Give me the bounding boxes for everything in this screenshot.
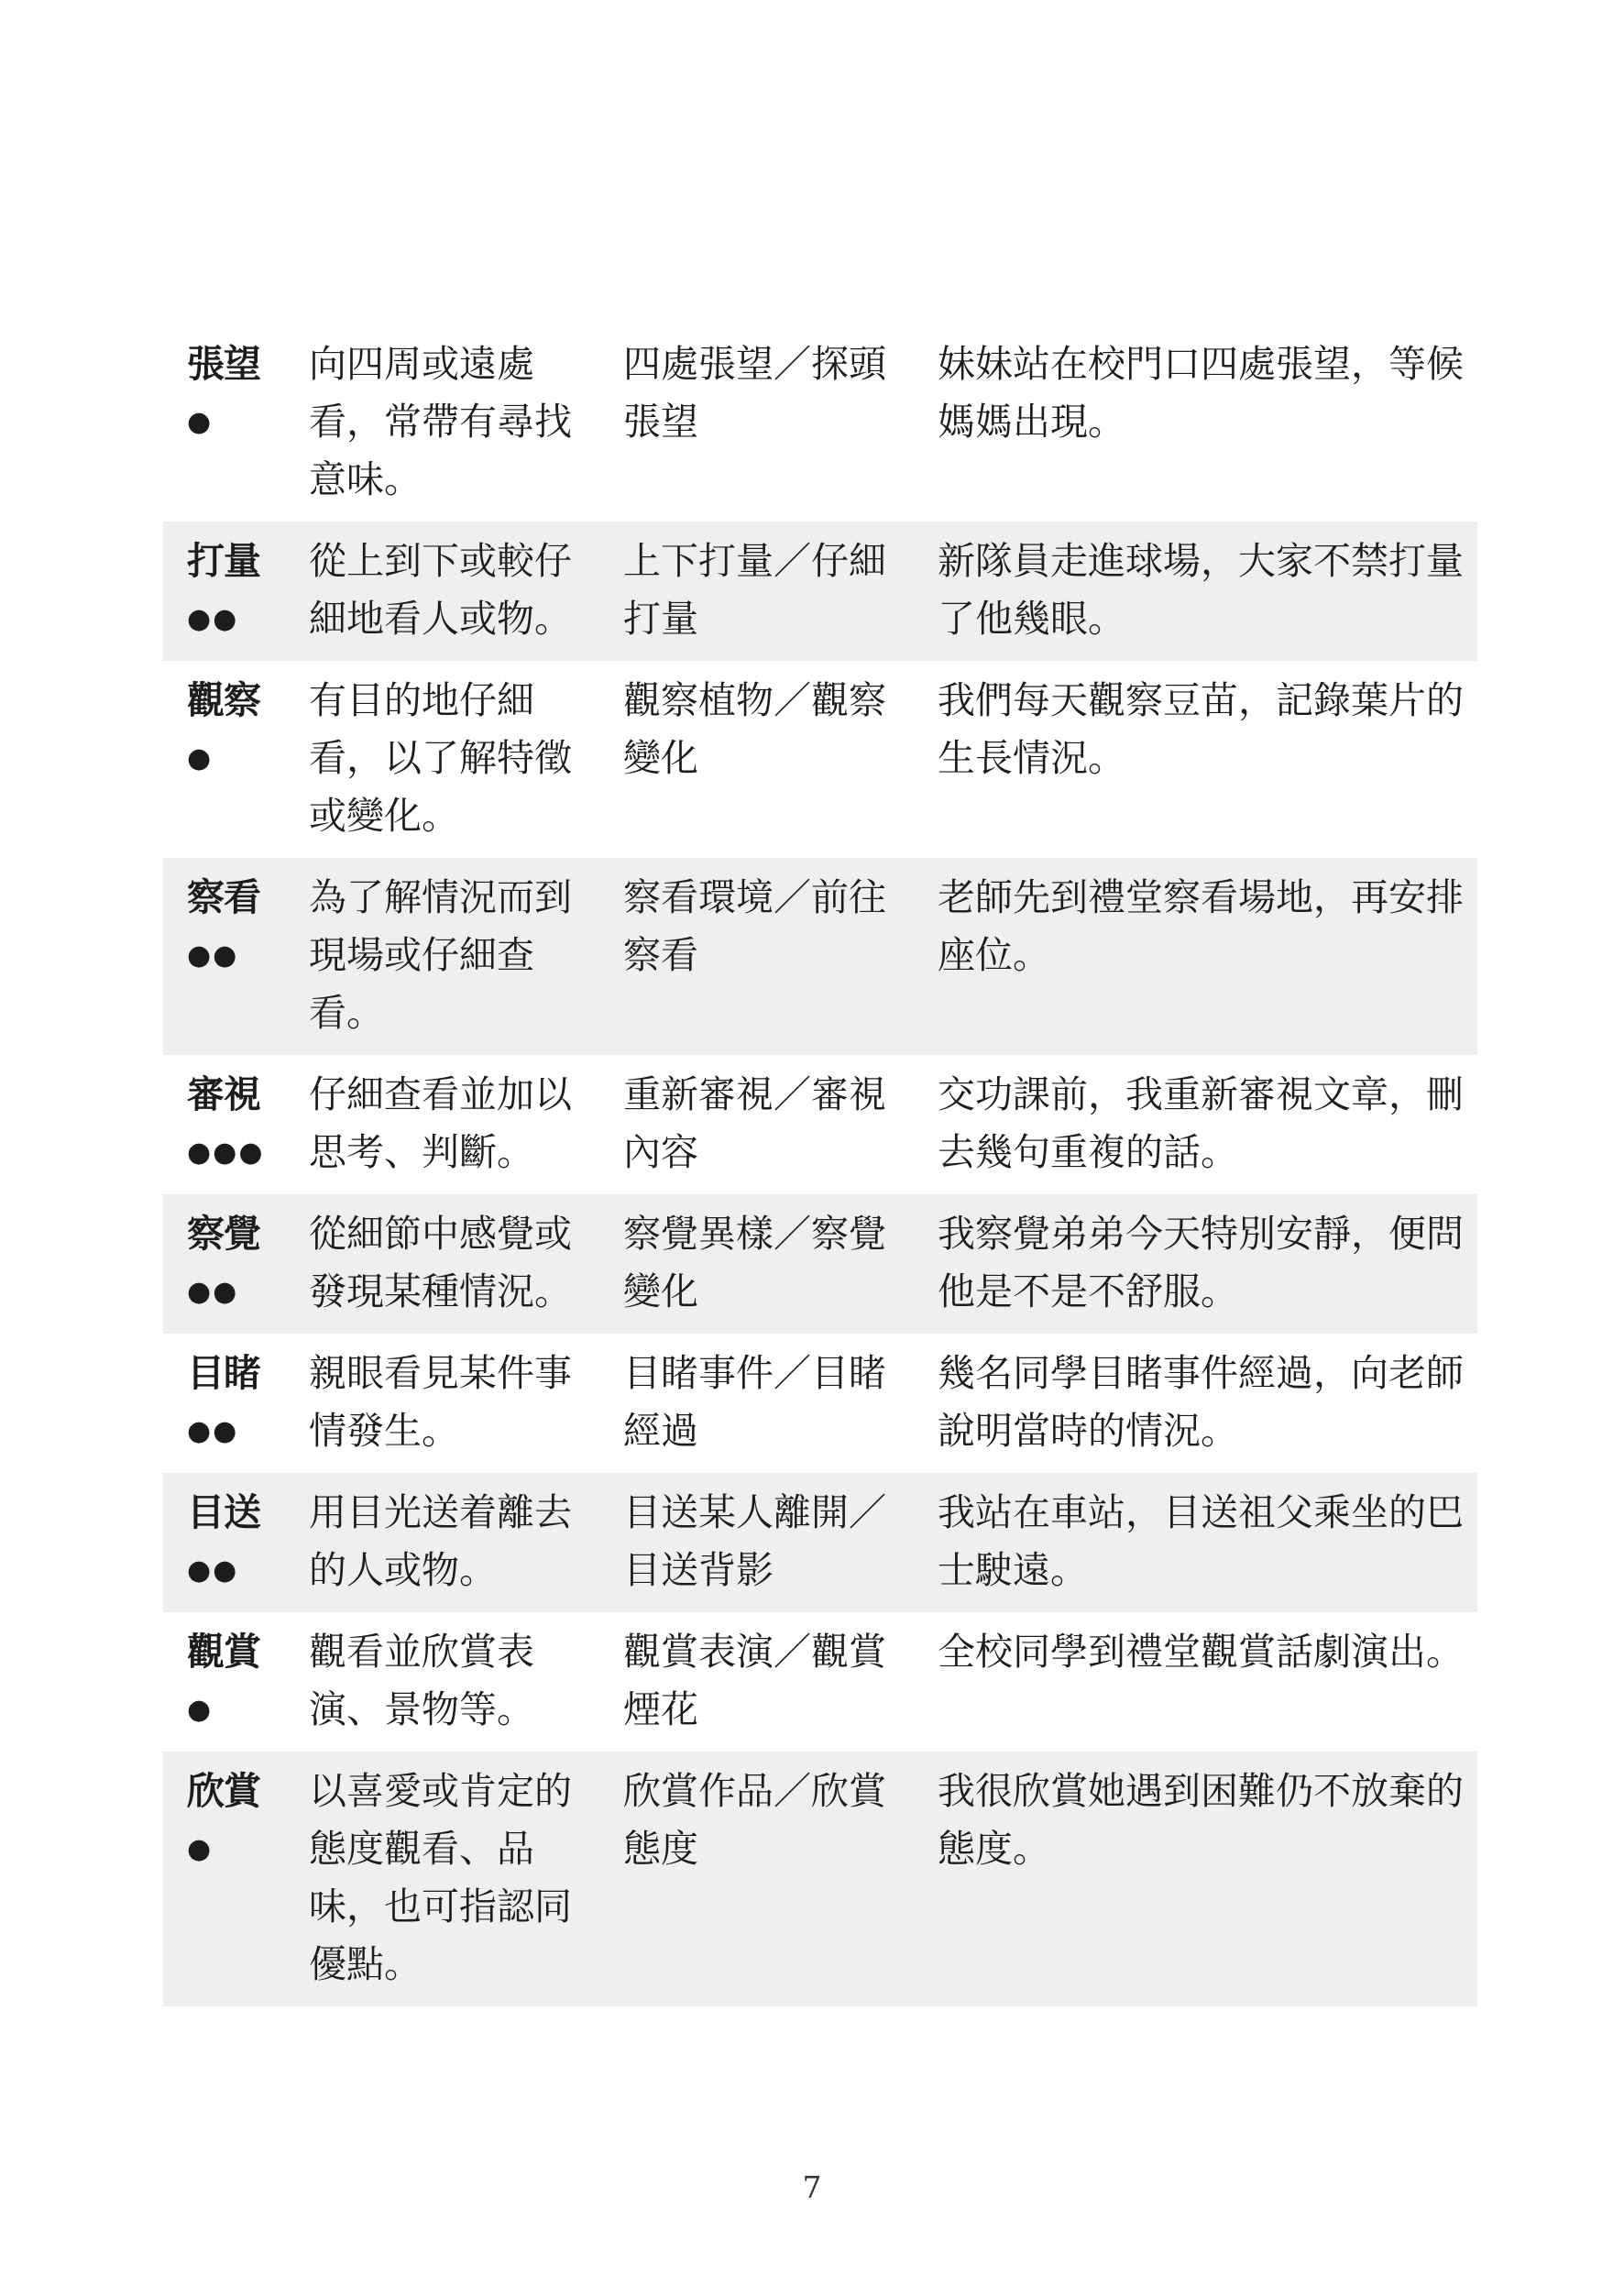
- definition-cell: 從上到下或較仔細地看人或物。: [309, 539, 572, 641]
- collocation-cell: 重新審視／審視內容: [623, 1072, 886, 1174]
- term-cell: [163, 869, 287, 1042]
- term-word: 觀察: [187, 678, 260, 722]
- term-cell: [163, 1763, 287, 1994]
- example-cell: 交功課前，我重新審視文章，刪去幾句重複的話。: [938, 1072, 1464, 1174]
- term-word: 欣賞: [187, 1769, 260, 1813]
- difficulty-level: ●: [187, 742, 214, 774]
- definition-cell: 向四周或遠處看，常帶有尋找意味。: [309, 342, 572, 501]
- vocab-row: [163, 858, 1477, 1055]
- term-cell: [163, 533, 287, 648]
- example-cell: 我站在車站，目送祖父乘坐的巴士駛遠。: [938, 1490, 1464, 1592]
- vocab-row: [163, 522, 1477, 661]
- definition-cell: 有目的地仔細看，以了解特徵或變化。: [309, 678, 572, 838]
- difficulty-level: ●●: [187, 603, 239, 635]
- term-cell: [163, 672, 287, 845]
- term-cell: [163, 1623, 287, 1739]
- term-word: 打量: [187, 539, 260, 583]
- vocab-row: [163, 324, 1477, 522]
- term-word: 察看: [187, 875, 260, 919]
- definition-cell: 從細節中感覺或發現某種情況。: [309, 1212, 572, 1313]
- term-cell: [163, 1205, 287, 1321]
- definition-cell: 用目光送着離去的人或物。: [309, 1490, 572, 1592]
- difficulty-level: ●: [187, 406, 214, 438]
- term-cell: [163, 1484, 287, 1599]
- vocab-row: [163, 1194, 1477, 1334]
- difficulty-level: ●●: [187, 1276, 239, 1308]
- example-cell: 新隊員走進球場，大家不禁打量了他幾眼。: [938, 539, 1464, 641]
- page-number: 7: [802, 2170, 822, 2205]
- example-cell: 幾名同學目睹事件經過，向老師說明當時的情況。: [938, 1351, 1464, 1453]
- vocabulary-table: [163, 324, 1477, 2006]
- difficulty-level: ●: [187, 1694, 214, 1726]
- collocation-cell: 目送某人離開／目送背影: [623, 1490, 886, 1592]
- collocation-cell: 觀賞表演／觀賞煙花: [623, 1630, 886, 1731]
- vocab-row: [163, 1752, 1477, 2006]
- difficulty-level: ●●: [187, 1554, 239, 1587]
- definition-cell: 以喜愛或肯定的態度觀看、品味，也可指認同優點。: [309, 1769, 572, 1986]
- collocation-cell: 察覺異樣／察覺變化: [623, 1212, 886, 1313]
- collocation-cell: 目睹事件／目睹經過: [623, 1351, 886, 1453]
- vocab-row: [163, 1334, 1477, 1473]
- term-cell: [163, 335, 287, 509]
- vocab-row: [163, 661, 1477, 858]
- collocation-cell: 四處張望／探頭張望: [623, 342, 886, 444]
- example-cell: 老師先到禮堂察看場地，再安排座位。: [938, 875, 1464, 977]
- example-cell: 妹妹站在校門口四處張望，等候媽媽出現。: [938, 342, 1464, 444]
- term-word: 目送: [187, 1490, 260, 1534]
- term-word: 張望: [187, 342, 260, 386]
- difficulty-level: ●●●: [187, 1137, 265, 1169]
- collocation-cell: 欣賞作品／欣賞態度: [623, 1769, 886, 1871]
- collocation-cell: 觀察植物／觀察變化: [623, 678, 886, 780]
- term-cell: [163, 1066, 287, 1181]
- example-cell: 我察覺弟弟今天特別安靜，便問他是不是不舒服。: [938, 1212, 1464, 1313]
- vocab-row: [163, 1473, 1477, 1612]
- definition-cell: 觀看並欣賞表演、景物等。: [309, 1630, 534, 1731]
- collocation-cell: 上下打量／仔細打量: [623, 539, 886, 641]
- difficulty-level: ●: [187, 1833, 214, 1865]
- definition-cell: 為了解情況而到現場或仔細查看。: [309, 875, 572, 1035]
- example-cell: 我很欣賞她遇到困難仍不放棄的態度。: [938, 1769, 1464, 1871]
- term-cell: [163, 1345, 287, 1460]
- difficulty-level: ●●: [187, 939, 239, 972]
- difficulty-level: ●●: [187, 1415, 239, 1447]
- vocab-row: [163, 1612, 1477, 1752]
- term-word: 觀賞: [187, 1630, 260, 1674]
- term-word: 察覺: [187, 1212, 260, 1256]
- example-cell: 全校同學到禮堂觀賞話劇演出。: [938, 1630, 1464, 1674]
- collocation-cell: 察看環境／前往察看: [623, 875, 886, 977]
- definition-cell: 仔細查看並加以思考、判斷。: [309, 1072, 572, 1174]
- term-word: 目睹: [187, 1351, 260, 1395]
- term-word: 審視: [187, 1072, 260, 1116]
- vocab-row: [163, 1055, 1477, 1194]
- example-cell: 我們每天觀察豆苗，記錄葉片的生長情況。: [938, 678, 1464, 780]
- definition-cell: 親眼看見某件事情發生。: [309, 1351, 572, 1453]
